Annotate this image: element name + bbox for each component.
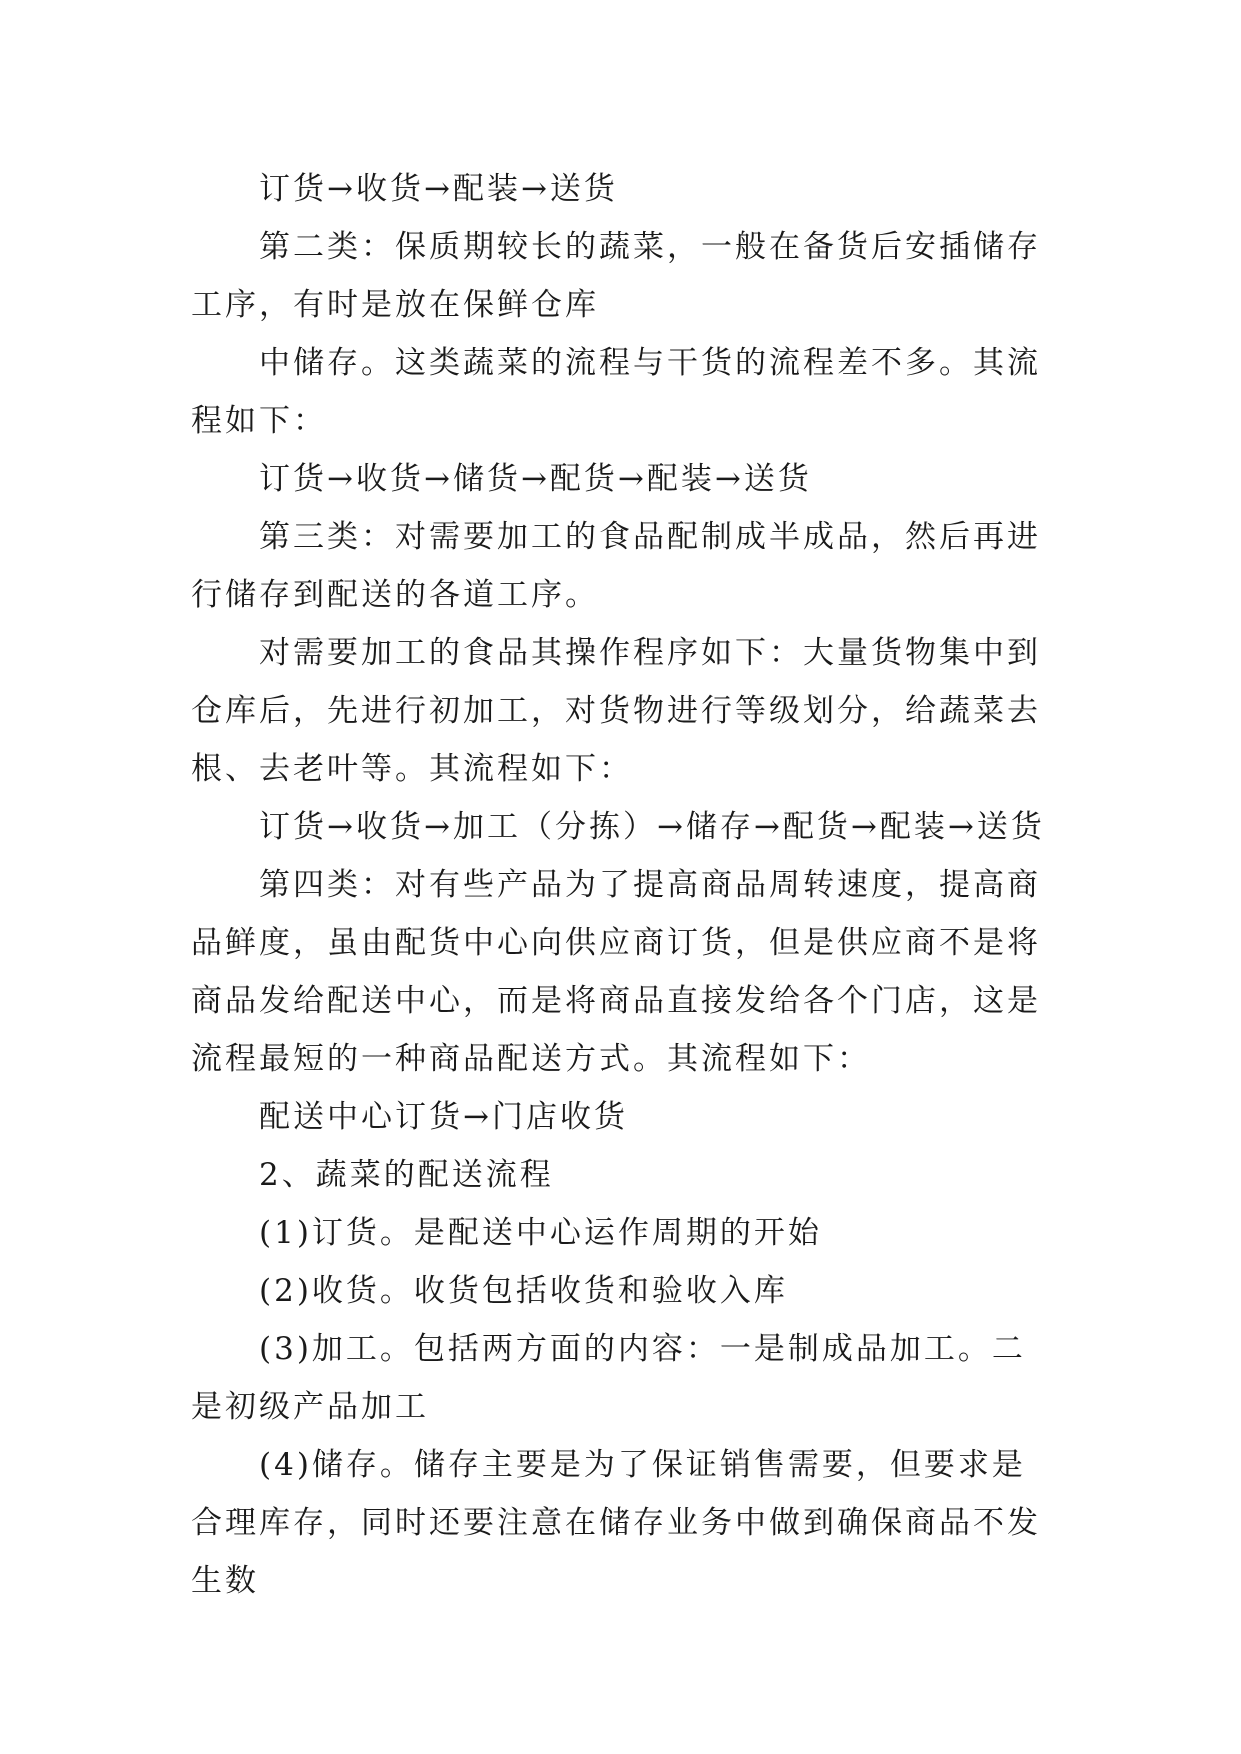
document-body: [191, 160, 1051, 1610]
section-heading: 2、蔬菜的配送流程: [259, 1157, 554, 1193]
list-item-receiving: (2)收货。收货包括收货和验收入库: [259, 1273, 788, 1309]
paragraph-processing: 对需要加工的食品其操作程序如下：大量货物集中到仓库后，先进行初加工，对货物进行等级划分，给蔬菜去根、去老叶等。其流程如下：: [191, 635, 1041, 787]
paragraph-category-4: 第四类：对有些产品为了提高商品周转速度，提高商品鲜度，虽由配货中心向供应商订货，但是供应商不是将商品发给配送中心，而是将商品直接发给各个门店，这是流程最短的一种商品配送方式。其流程如下：: [191, 867, 1041, 1077]
paragraph-flow-3: 订货→收货→加工（分拣）→储存→配货→配装→送货: [259, 809, 1045, 845]
list-item-storage: (4)储存。储存主要是为了保证销售需要，但要求是合理库存，同时还要注意在储存业务中做到确保商品不发生数: [191, 1447, 1041, 1599]
paragraph-category-2: 第二类：保质期较长的蔬菜，一般在备货后安插储存工序，有时是放在保鲜仓库: [191, 229, 1041, 323]
paragraph-category-2-cont: 中储存。这类蔬菜的流程与干货的流程差不多。其流程如下：: [191, 345, 1041, 439]
paragraph-flow-1: 订货→收货→配装→送货: [259, 171, 618, 207]
paragraph-flow-4: 配送中心订货→门店收货: [259, 1099, 628, 1135]
list-item-processing: (3)加工。包括两方面的内容：一是制成品加工。二是初级产品加工: [191, 1331, 1026, 1425]
list-item-ordering: (1)订货。是配送中心运作周期的开始: [259, 1215, 822, 1251]
paragraph-category-3: 第三类：对需要加工的食品配制成半成品，然后再进行储存到配送的各道工序。: [191, 519, 1041, 613]
paragraph-flow-2: 订货→收货→储货→配货→配装→送货: [259, 461, 812, 497]
